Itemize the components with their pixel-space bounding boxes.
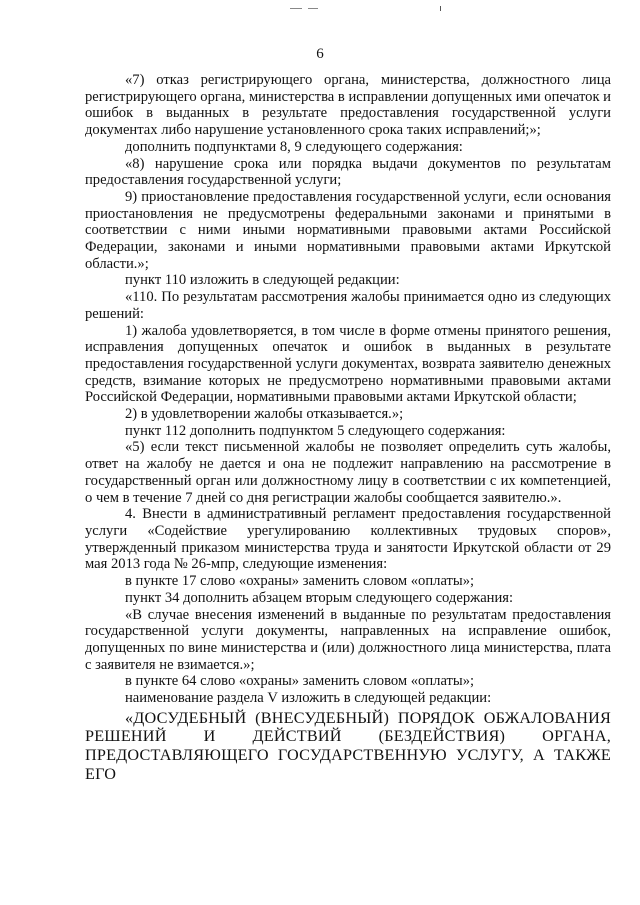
paragraph: 1) жалоба удовлетворяется, в том числе в форме отмены принятого решения, исправления допущенных опечаток и ошибок в выданных в результате предоставления государственной услуги документах, возврата заявителю денежных средств, взимание которых не предусмотрено нормативными правовыми актами Российской Федерации, нормативными правовыми актами Иркутской области; <box>85 322 611 406</box>
paragraph: «В случае внесения изменений в выданные по результатам предоставления государственной услуги документы, направленных на исправление ошибок, допущенных по вине министерства и (или) должностного лица министерства, плата с заявителя не взимается.»; <box>85 606 611 673</box>
document-body <box>85 72 611 783</box>
paragraph: «110. По результатам рассмотрения жалобы принимается одно из следующих решений: <box>85 289 611 322</box>
paragraph: «5) если текст письменной жалобы не позволяет определить суть жалобы, ответ на жалобу не дается и она не подлежит направлению на рассмотрение в государственный орган или должностному лицу в соответствии с их компетенцией, о чем в течение 7 дней со дня регистрации жалобы сообщается заявителю.». <box>85 439 611 506</box>
paragraph: пункт 34 дополнить абзацем вторым следующего содержания: <box>125 589 514 606</box>
scan-marks <box>290 6 450 12</box>
paragraph: дополнить подпунктами 8, 9 следующего содержания: <box>125 138 463 155</box>
paragraph: 9) приостановление предоставления государственной услуги, если основания приостановления не предусмотрены федеральными законами и принятыми в соответствии с ними иными нормативными правовыми актами Российской Федерации, законами и иными нормативными правовыми актами Иркутской области.»; <box>85 188 611 272</box>
scan-mark <box>308 8 318 9</box>
paragraph: наименование раздела V изложить в следующей редакции: <box>125 690 492 707</box>
section-heading: «ДОСУДЕБНЫЙ (ВНЕСУДЕБНЫЙ) ПОРЯДОК ОБЖАЛОВАНИЯ РЕШЕНИЙ И ДЕЙСТВИЙ (БЕЗДЕЙСТВИЯ) ОРГАНА, ПРЕДОСТАВЛЯЮЩЕГО ГОСУДАРСТВЕННУЮ УСЛУГУ, А ТАКЖЕ ЕГО <box>85 708 611 783</box>
paragraph: пункт 110 изложить в следующей редакции: <box>125 272 400 289</box>
scan-mark <box>290 8 302 9</box>
paragraph: в пункте 64 слово «охраны» заменить словом «оплаты»; <box>125 673 475 690</box>
paragraph: в пункте 17 слово «охраны» заменить словом «оплаты»; <box>125 573 475 590</box>
scan-mark <box>440 6 441 11</box>
paragraph: «7) отказ регистрирующего органа, министерства, должностного лица регистрирующего органа, министерства в исправлении допущенных ими опечаток и ошибок в выданных в результате предоставления государственной услуги документах либо нарушение установленного срока таких исправлений;»; <box>85 72 611 139</box>
page-number: 6 <box>316 46 324 62</box>
paragraph: 2) в удовлетворении жалобы отказывается.»; <box>125 406 404 423</box>
paragraph: «8) нарушение срока или порядка выдачи документов по результатам предоставления государственной услуги; <box>85 155 611 189</box>
paragraph: 4. Внести в административный регламент предоставления государственной услуги «Содействие урегулированию коллективных трудовых споров», утвержденный приказом министерства труда и занятости Иркутской области от 29 мая 2013 года № 26-мпр, следующие изменения: <box>85 506 611 573</box>
paragraph: пункт 112 дополнить подпунктом 5 следующего содержания: <box>125 422 506 439</box>
